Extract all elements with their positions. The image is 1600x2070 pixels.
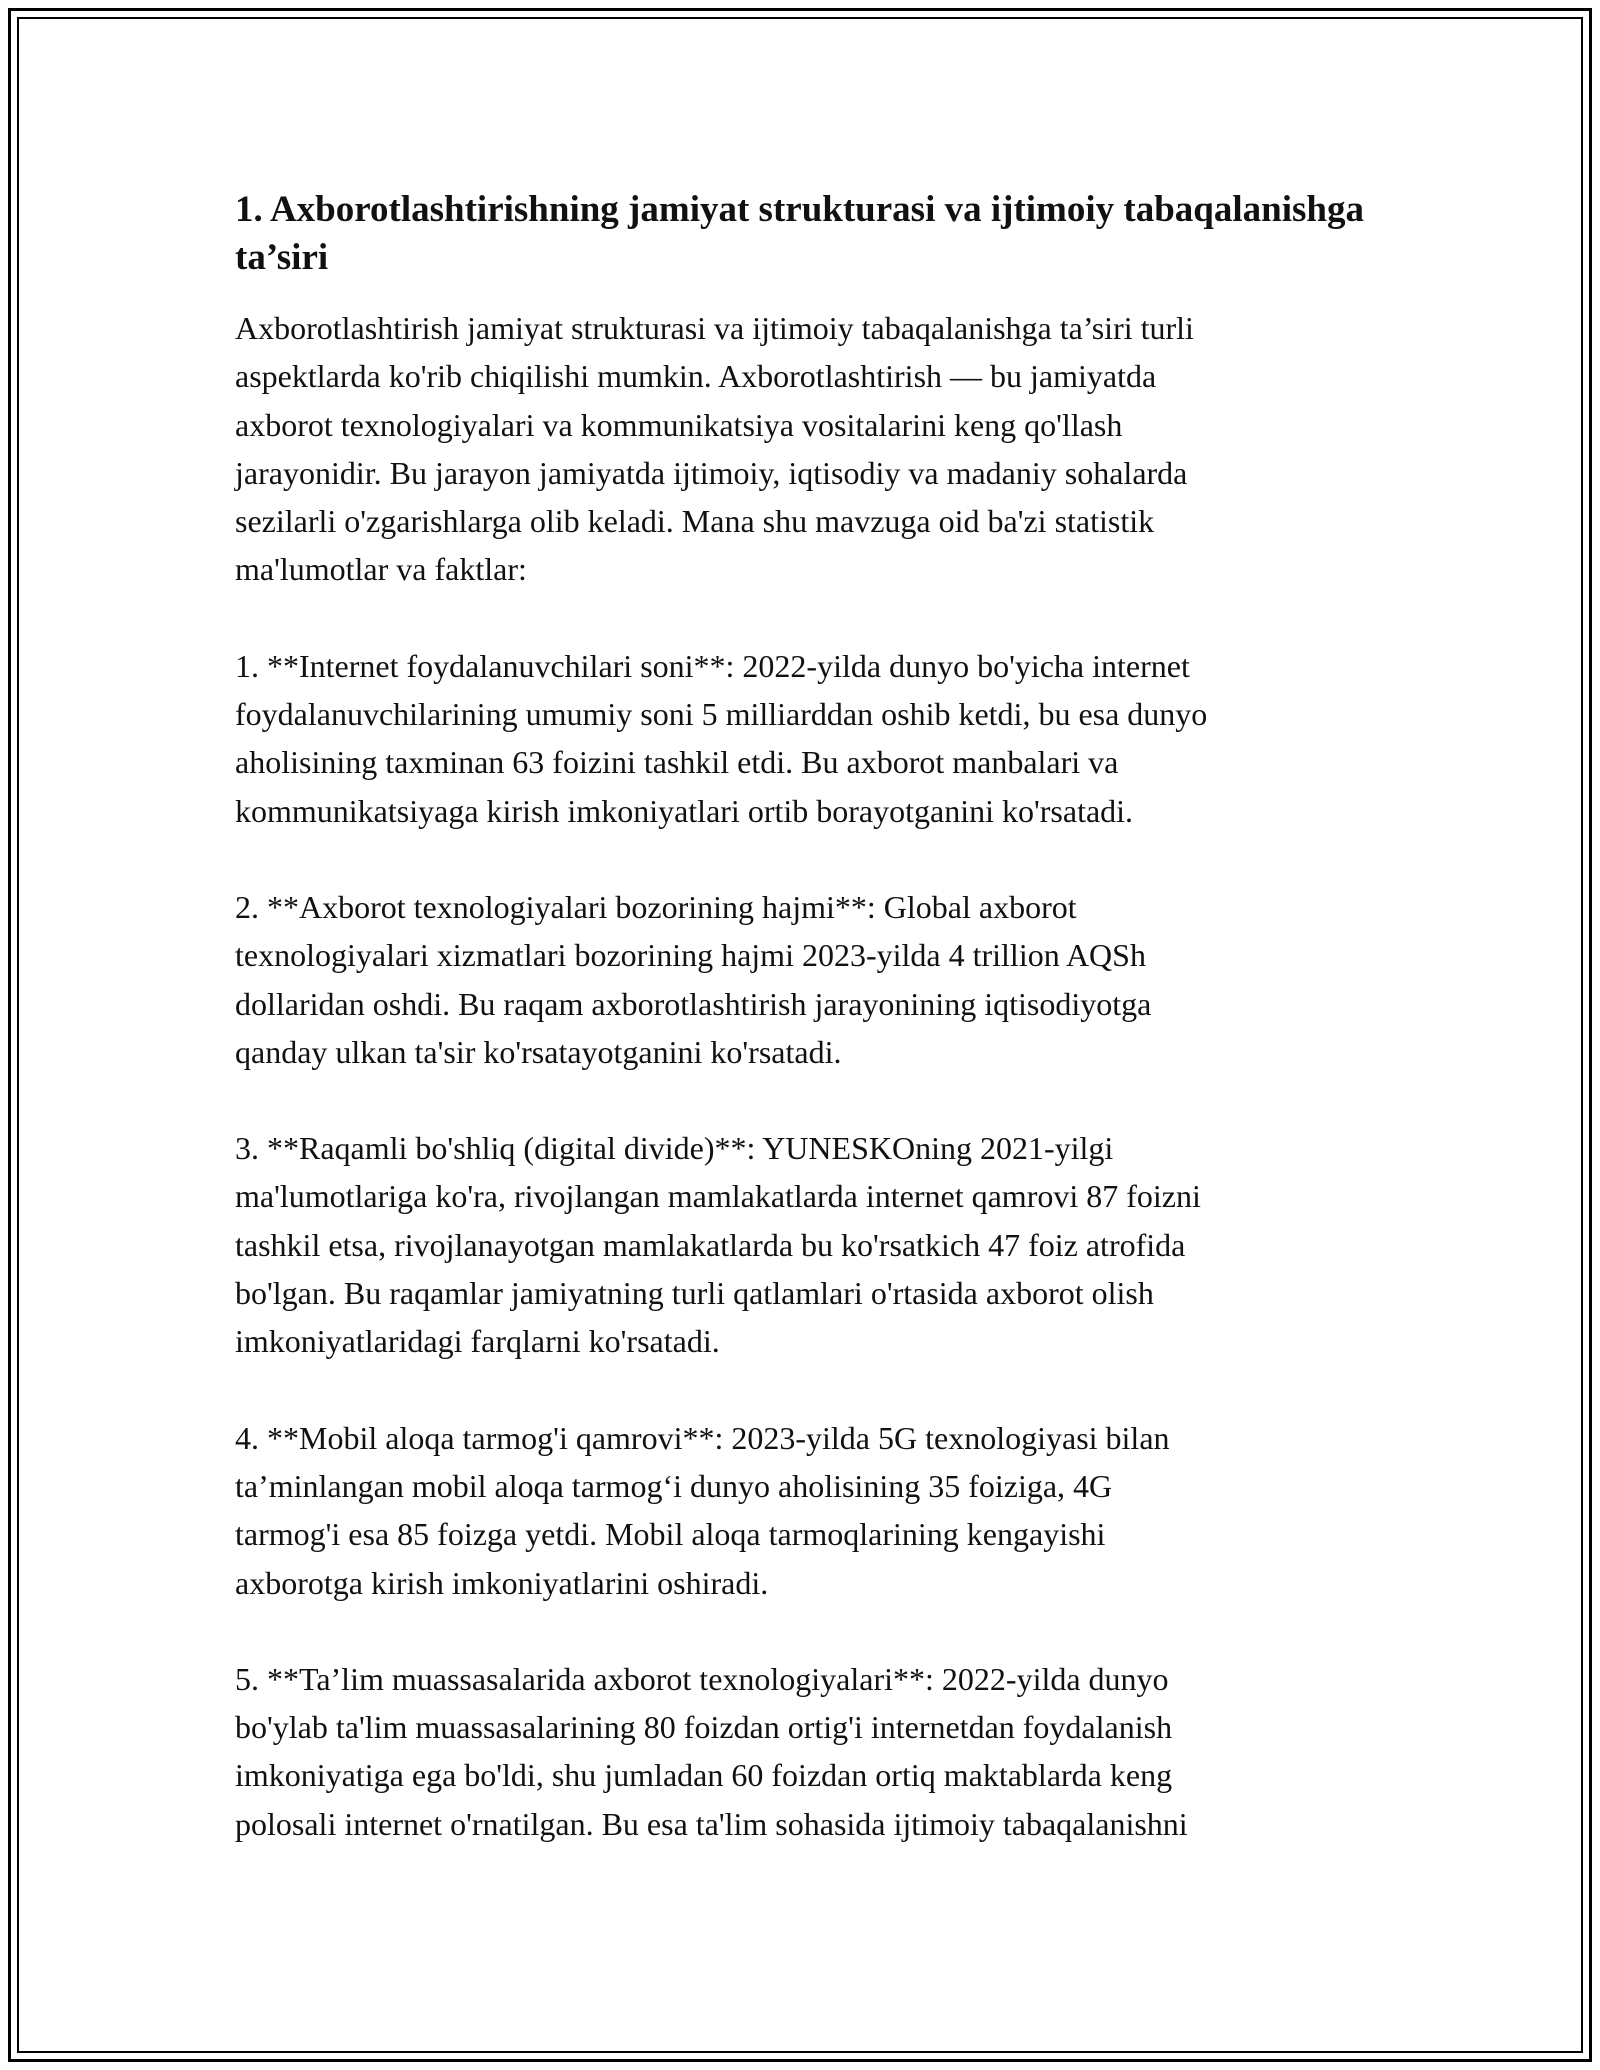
text-line: bo'ylab ta'lim muassasalarining 80 foizdan ortig'i internetdan foydalanish <box>235 1709 1173 1746</box>
text-line: ta’minlangan mobil aloqa tarmog‘i dunyo aholisining 35 foiziga, 4G <box>235 1467 1113 1504</box>
text-line: 2. **Axborot texnologiyalari bozorining hajmi**: Global axborot <box>235 888 1077 925</box>
text-line: polosali internet o'rnatilgan. Bu esa ta'lim sohasida ijtimoiy tabaqalanishni <box>235 1805 1188 1842</box>
text-line: ma'lumotlariga ko'ra, rivojlangan mamlakatlarda internet qamrovi 87 foizni <box>235 1178 1201 1215</box>
item-paragraph-1 <box>235 642 1375 835</box>
text-line: aspektlarda ko'rib chiqilishi mumkin. Axborotlashtirish — bu jamiyatda <box>235 358 1157 395</box>
text-line: 1. **Internet foydalanuvchilari soni**: 2022-yilda dunyo bo'yicha internet <box>235 647 1190 684</box>
text-line: aholisining taxminan 63 foizini tashkil etdi. Bu axborot manbalari va <box>235 744 1119 781</box>
intro-paragraph <box>235 304 1375 594</box>
item-paragraph-4 <box>235 1414 1375 1607</box>
text-line: tarmog'i esa 85 foizga yetdi. Mobil aloqa tarmoqlarining kengayishi <box>235 1516 1106 1553</box>
text-line: imkoniyatiga ega bo'ldi, shu jumladan 60 foizdan ortiq maktablarda keng <box>235 1757 1173 1794</box>
text-line: imkoniyatlaridagi farqlarni ko'rsatadi. <box>235 1323 720 1360</box>
text-line: Axborotlashtirish jamiyat strukturasi va ijtimoiy tabaqalanishga ta’siri turli <box>235 310 1194 346</box>
text-line: 5. **Ta’lim muassasalarida axborot texnologiyalari**: 2022-yilda dunyo <box>235 1660 1169 1697</box>
section-heading: 1. Axborotlashtirishning jamiyat strukturasi va ijtimoiy tabaqalanishga ta’siri <box>235 189 1364 278</box>
text-line: axborotga kirish imkoniyatlarini oshiradi. <box>235 1564 769 1601</box>
text-line: tashkil etsa, rivojlanayotgan mamlakatlarda bu ko'rsatkich 47 foiz atrofida <box>235 1226 1186 1263</box>
text-line: qanday ulkan ta'sir ko'rsatayotganini ko'rsatadi. <box>235 1033 842 1070</box>
text-line: bo'lgan. Bu raqamlar jamiyatning turli qatlamlari o'rtasida axborot olish <box>235 1275 1154 1312</box>
text-line: axborot texnologiyalari va kommunikatsiya vositalarini keng qo'llash <box>235 406 1123 443</box>
text-line: ma'lumotlar va faktlar: <box>235 551 527 588</box>
text-line: texnologiyalari xizmatlari bozorining hajmi 2023-yilda 4 trillion AQSh <box>235 937 1146 974</box>
text-line: kommunikatsiyaga kirish imkoniyatlari ortib borayotganini ko'rsatadi. <box>235 792 1134 829</box>
item-paragraph-5 <box>235 1655 1375 1848</box>
text-line: sezilarli o'zgarishlarga olib keladi. Mana shu mavzuga oid ba'zi statistik <box>235 503 1155 540</box>
text-line: jarayonidir. Bu jarayon jamiyatda ijtimoiy, iqtisodiy va madaniy sohalarda <box>235 454 1188 491</box>
item-paragraph-3 <box>235 1124 1375 1365</box>
document-body <box>235 186 1375 1896</box>
text-line: dollaridan oshdi. Bu raqam axborotlashtirish jarayonining iqtisodiyotga <box>235 985 1152 1022</box>
text-line: 3. **Raqamli bo'shliq (digital divide)**: YUNESKOning 2021-yilgi <box>235 1130 1114 1167</box>
item-paragraph-2 <box>235 883 1375 1076</box>
text-line: 4. **Mobil aloqa tarmog'i qamrovi**: 2023-yilda 5G texnologiyasi bilan <box>235 1419 1170 1456</box>
text-line: foydalanuvchilarining umumiy soni 5 milliarddan oshib ketdi, bu esa dunyo <box>235 696 1208 733</box>
